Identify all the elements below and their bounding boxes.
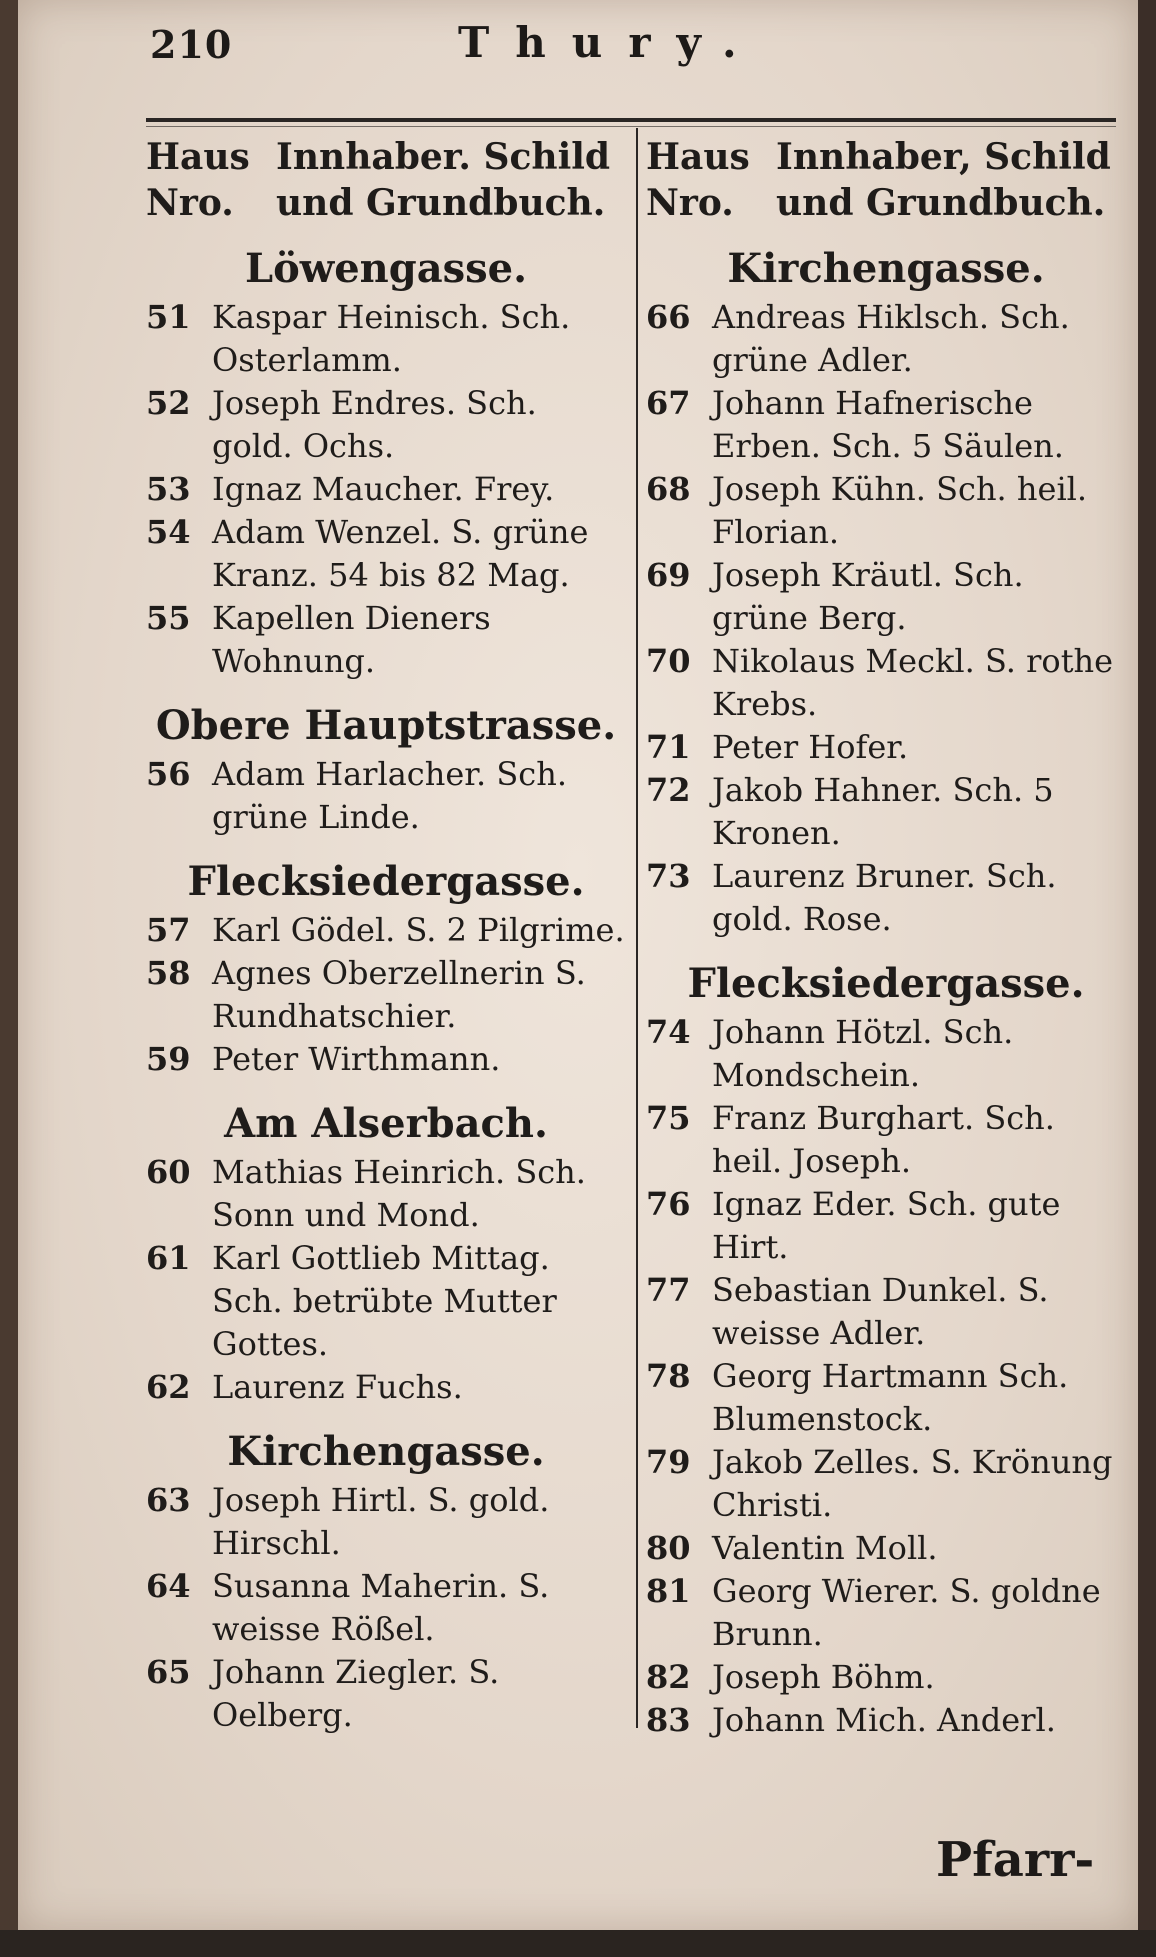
house-number: 68 [646,470,691,508]
right-column-header [646,134,1126,226]
left-column [146,134,626,1737]
owner-sign-text: Valentin Moll. [712,1529,938,1567]
house-number: 75 [646,1099,691,1137]
owner-sign-text: Andreas Hiklsch. Sch. grüne Adler. [712,298,1070,379]
owner-sign-text: Kaspar Heinisch. Sch. Osterlamm. [212,298,571,379]
book-page [18,0,1138,1930]
owner-sign-text: Georg Wierer. S. goldne Brunn. [712,1572,1101,1653]
owner-sign-text: Kapellen Dieners Wohnung. [212,599,491,680]
owner-sign-text: Peter Wirthmann. [212,1040,501,1078]
house-entry [146,296,626,382]
house-number: 73 [646,857,691,895]
owner-sign-text: Johann Ziegler. S. Oelberg. [212,1653,500,1734]
owner-sign-text: Joseph Hirtl. S. gold. Hirschl. [212,1481,550,1562]
catchword: Pfarr- [936,1832,1095,1888]
house-number: 69 [646,556,691,594]
house-entry [146,382,626,468]
owner-sign-text: Jakob Zelles. S. Krönung Christi. [712,1443,1113,1524]
owner-sign-text: Sebastian Dunkel. S. weisse Adler. [712,1271,1049,1352]
owner-sign-text: Joseph Endres. Sch. gold. Ochs. [212,384,537,465]
house-number: 71 [646,728,691,766]
house-number: 55 [146,599,191,637]
owner-sign-text: Adam Wenzel. S. grüne Kranz. 54 bis 82 Mag. [212,513,589,594]
house-entry [646,382,1126,468]
owner-sign-text: Joseph Kühn. Sch. heil. Florian. [712,470,1088,551]
house-number: 61 [146,1239,191,1277]
owner-sign-text: Georg Hartmann Sch. Blumenstock. [712,1357,1069,1438]
house-entry [646,1097,1126,1183]
owner-sign-text: Jakob Hahner. Sch. 5 Kronen. [712,771,1054,852]
house-number: 58 [146,954,191,992]
owner-sign-text: Joseph Böhm. [712,1658,935,1696]
owner-sign-text: Karl Gödel. S. 2 Pilgrime. [212,911,625,949]
house-number: 83 [646,1701,691,1739]
house-entry [646,1527,1126,1570]
house-number: 78 [646,1357,691,1395]
owner-sign-text: Franz Burghart. Sch. heil. Joseph. [712,1099,1055,1180]
owner-sign-text: Laurenz Bruner. Sch. gold. Rose. [712,857,1057,938]
page-running-title: Thury. [458,18,763,67]
house-number: 52 [146,384,191,422]
house-entry [646,296,1126,382]
house-number: 81 [646,1572,691,1610]
street-heading: Kirchengasse. [727,245,1045,292]
owner-sign-text: Joseph Kräutl. Sch. grüne Berg. [712,556,1024,637]
street-heading: Kirchengasse. [227,1428,545,1475]
house-entry [146,1565,626,1651]
house-number: 63 [146,1481,191,1519]
owner-sign-text: Johann Hötzl. Sch. Mondschein. [712,1013,1014,1094]
house-number: 59 [146,1040,191,1078]
owner-sign-text: Laurenz Fuchs. [212,1368,463,1406]
house-entry [146,1151,626,1237]
house-number: 82 [646,1658,691,1696]
house-number-heading: Haus Nro. [146,136,250,224]
house-entry [646,640,1126,726]
owner-sign-text: Karl Gottlieb Mittag. Sch. betrübte Mutter Gottes. [212,1239,557,1363]
house-entry [646,1011,1126,1097]
book-edge-left [0,0,18,1957]
house-number: 65 [146,1653,191,1691]
street-heading: Löwengasse. [244,245,528,292]
house-entry [646,1570,1126,1656]
house-number: 80 [646,1529,691,1567]
owner-sign-text: Agnes Oberzellnerin S. Rundhatschier. [212,954,586,1035]
house-number: 67 [646,384,691,422]
house-number: 66 [646,298,691,336]
house-number: 77 [646,1271,691,1309]
owner-sign-text: Nikolaus Meckl. S. rothe Krebs. [712,642,1114,723]
left-column-header [146,134,626,226]
house-number: 51 [146,298,191,336]
house-entry [646,1269,1126,1355]
owner-heading: Innhaber. Schild und Grundbuch. [276,136,611,224]
right-column [646,134,1126,1742]
street-heading: Obere Hauptstrasse. [155,702,617,749]
house-entry [146,511,626,597]
header-rule-thin [146,126,1116,127]
owner-sign-text: Ignaz Maucher. Frey. [212,470,555,508]
house-entry [646,855,1126,941]
street-heading: Am Alserbach. [224,1100,548,1147]
house-entry [146,597,626,683]
house-number: 76 [646,1185,691,1223]
house-entry [146,909,626,952]
house-entry [646,769,1126,855]
house-entry [146,753,626,839]
house-entry [646,726,1126,769]
house-entry [646,468,1126,554]
house-number: 60 [146,1153,191,1191]
house-number: 72 [646,771,691,809]
owner-sign-text: Peter Hofer. [712,728,909,766]
owner-heading: Innhaber, Schild und Grundbuch. [776,136,1111,224]
house-number: 64 [146,1567,191,1605]
book-edge-right [1138,0,1156,1957]
house-number: 74 [646,1013,691,1051]
house-entry [146,1479,626,1565]
owner-sign-text: Mathias Heinrich. Sch. Sonn und Mond. [212,1153,586,1234]
house-entry [646,1183,1126,1269]
house-entry [146,1366,626,1409]
owner-sign-text: Johann Mich. Anderl. [712,1701,1056,1739]
house-number: 70 [646,642,691,680]
house-entry [646,1656,1126,1699]
street-heading: Flecksiedergasse. [187,858,585,905]
book-edge-bottom [0,1930,1156,1957]
house-number-heading: Haus Nro. [646,136,750,224]
house-entry [146,1651,626,1737]
house-number: 53 [146,470,191,508]
house-entry [646,554,1126,640]
house-entry [146,1038,626,1081]
owner-sign-text: Adam Harlacher. Sch. grüne Linde. [212,755,567,836]
header-rule [146,118,1116,122]
column-divider [636,128,638,1728]
house-entry [646,1699,1126,1742]
house-entry [146,1237,626,1366]
house-number: 56 [146,755,191,793]
owner-sign-text: Susanna Maherin. S. weisse Rößel. [212,1567,550,1648]
house-number: 57 [146,911,191,949]
house-entry [146,952,626,1038]
street-heading: Flecksiedergasse. [687,960,1085,1007]
house-entry [146,468,626,511]
house-number: 79 [646,1443,691,1481]
owner-sign-text: Johann Hafnerische Erben. Sch. 5 Säulen. [712,384,1064,465]
owner-sign-text: Ignaz Eder. Sch. gute Hirt. [712,1185,1061,1266]
house-number: 54 [146,513,191,551]
house-number: 62 [146,1368,191,1406]
house-entry [646,1441,1126,1527]
page-number: 210 [150,22,233,67]
house-entry [646,1355,1126,1441]
